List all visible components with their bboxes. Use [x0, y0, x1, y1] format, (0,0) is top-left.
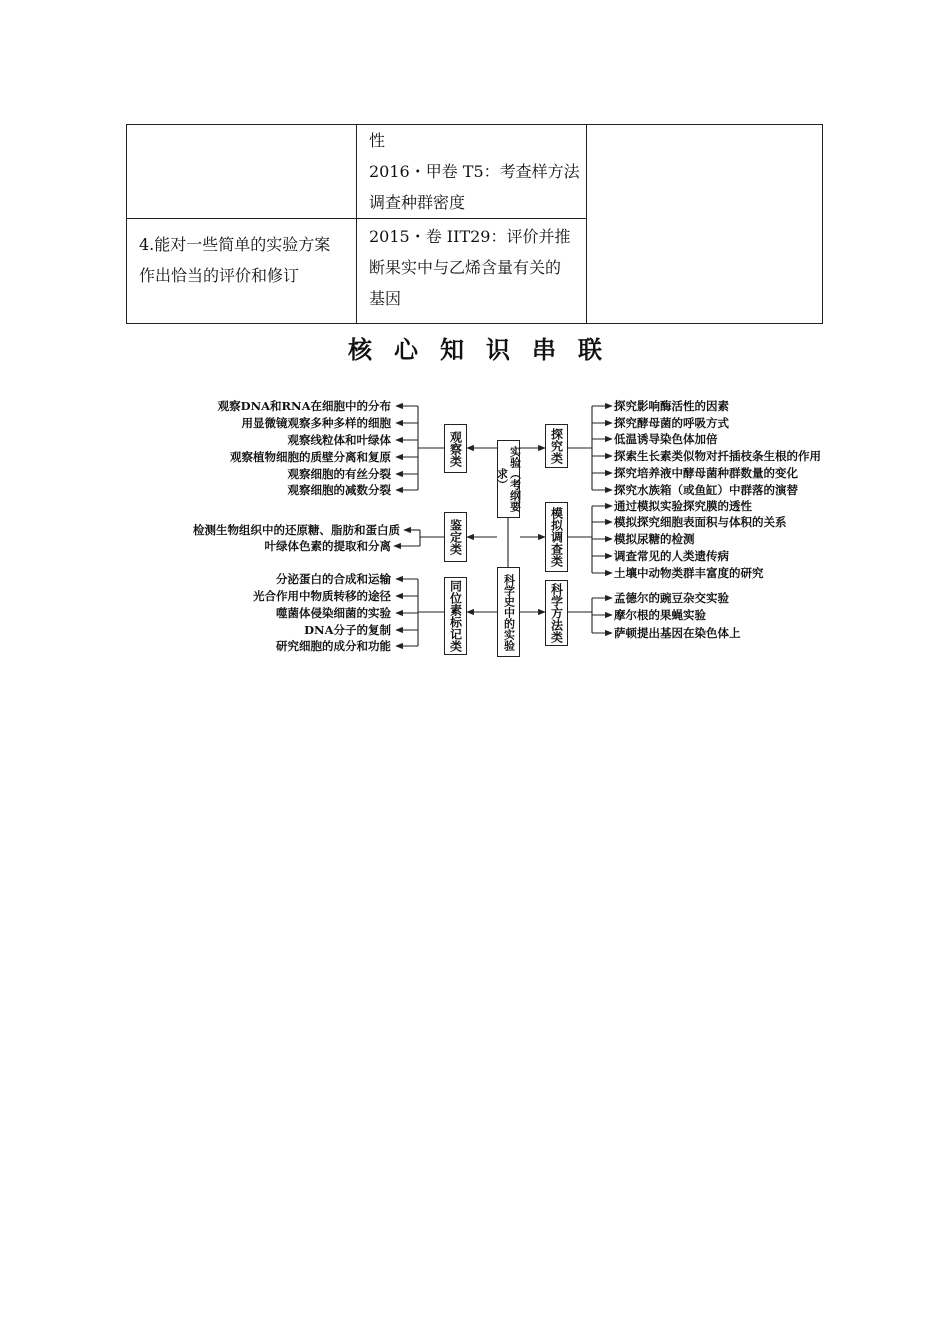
diagram-item: 通过模拟实验探究膜的透性 [614, 499, 752, 513]
diagram-item: 叶绿体色素的提取和分离 [264, 539, 391, 553]
category-label: 观察类 [448, 430, 463, 467]
diagram-item: 孟德尔的豌豆杂交实验 [614, 591, 729, 605]
diagram-item: 探索生长素类似物对扦插枝条生根的作用 [614, 449, 821, 463]
diagram-item: 观察线粒体和叶绿体 [287, 433, 391, 447]
diagram-item: 光合作用中物质转移的途径 [253, 589, 391, 603]
diagram-item: 土壤中动物类群丰富度的研究 [614, 566, 764, 580]
category-box-simulate [545, 502, 568, 572]
diagram-item: DNA分子的复制 [304, 623, 391, 637]
diagram-item: 探究培养液中酵母菌种群数量的变化 [614, 466, 798, 480]
diagram-item: 探究水族箱（或鱼缸）中群落的演替 [614, 483, 798, 497]
category-box-identify [444, 512, 467, 562]
cell-line: 性 [369, 131, 386, 150]
diagram-item: 探究影响酶活性的因素 [614, 399, 729, 413]
diagram-item: 观察细胞的减数分裂 [287, 483, 391, 497]
center-box-experiment [497, 440, 520, 518]
diagram-item: 观察植物细胞的质壁分离和复原 [230, 450, 391, 464]
center-label: 实验（考纲要求） [495, 446, 522, 512]
diagram-item: 摩尔根的果蝇实验 [614, 608, 706, 622]
table-cell [357, 125, 587, 219]
diagram-item: 观察细胞的有丝分裂 [287, 467, 391, 481]
center-label: 科学史中的实验 [502, 573, 516, 651]
diagram-item: 研究细胞的成分和功能 [276, 639, 391, 653]
diagram-item: 分泌蛋白的合成和运输 [276, 572, 391, 586]
category-label: 科学方法类 [549, 583, 564, 643]
diagram-item: 调查常见的人类遗传病 [614, 549, 729, 563]
diagram-item: 萨顿提出基因在染色体上 [614, 626, 741, 640]
category-box-method [545, 580, 568, 646]
category-label: 鉴定类 [448, 519, 463, 555]
cell-line: 2015・卷 IIT29：评价并推 [369, 227, 571, 246]
table-row [127, 125, 823, 219]
diagram-item: 模拟探究细胞表面积与体积的关系 [614, 515, 787, 529]
diagram-item: 用显微镜观察多种多样的细胞 [241, 416, 391, 430]
diagram-item: 观察DNA和RNA在细胞中的分布 [217, 399, 391, 413]
table-cell [587, 125, 823, 324]
category-box-observe [444, 424, 467, 473]
category-box-explore [545, 424, 568, 468]
category-box-isotope [444, 577, 467, 655]
table-cell [127, 125, 357, 219]
cell-line: 2016・甲卷 T5：考查样方法 [369, 162, 580, 181]
cell-line: 基因 [369, 289, 402, 308]
table-cell [357, 219, 587, 324]
category-label: 同位素标记类 [448, 580, 463, 652]
cell-line: 调查种群密度 [369, 193, 466, 212]
diagram-item: 探究酵母菌的呼吸方式 [614, 416, 729, 430]
diagram-item: 检测生物组织中的还原糖、脂肪和蛋白质 [193, 523, 400, 537]
requirements-table [126, 124, 823, 324]
table-cell [127, 219, 357, 324]
cell-line: 断果实中与乙烯含量有关的 [369, 258, 562, 277]
cell-line: 4.能对一些简单的实验方案 [139, 235, 331, 254]
category-label: 模拟调查类 [549, 507, 564, 567]
diagram-item: 低温诱导染色体加倍 [614, 432, 718, 446]
section-title: 核心知识串联 [348, 336, 624, 364]
category-label: 探究类 [549, 428, 564, 464]
diagram-item: 噬菌体侵染细菌的实验 [276, 606, 391, 620]
center-box-history [497, 567, 520, 657]
cell-line: 作出恰当的评价和修订 [139, 266, 300, 285]
diagram-item: 模拟尿糖的检测 [614, 532, 695, 546]
